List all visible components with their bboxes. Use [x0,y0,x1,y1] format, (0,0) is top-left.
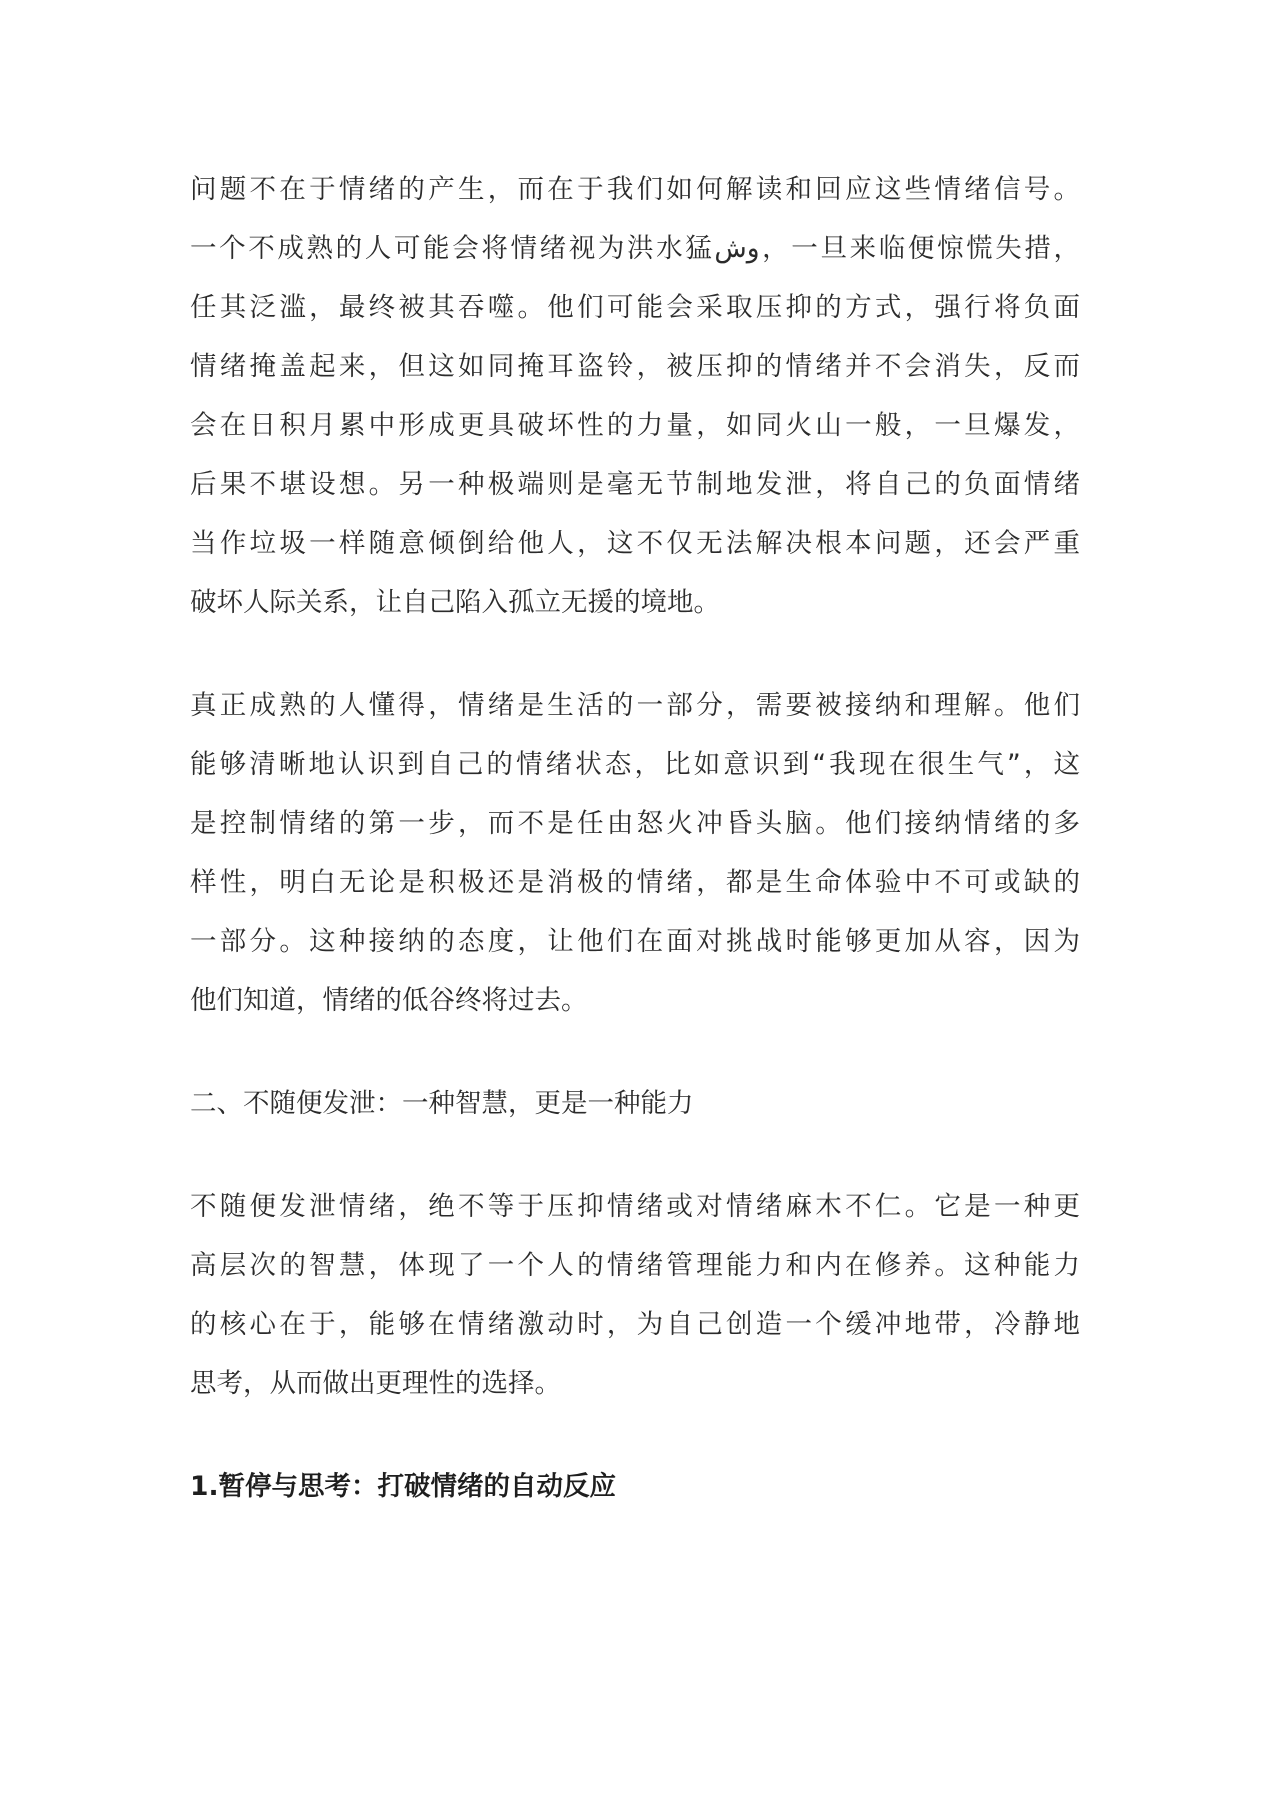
paragraph-spacer [190,1133,1080,1177]
paragraph-line: 思考，从而做出更理性的选择。 [190,1368,561,1399]
paragraph-line: 会在日积月累中形成更具破坏性的力量，如同火山一般，一旦爆发， [190,410,1080,441]
paragraph-line: 能够清晰地认识到自己的情绪状态，比如意识到“我现在很生气”，这 [190,749,1080,780]
paragraph-line: 情绪掩盖起来，但这如同掩耳盗铃，被压抑的情绪并不会消失，反而 [190,351,1080,382]
paragraph-line: 后果不堪设想。另一种极端则是毫无节制地发泄，将自己的负面情绪 [190,469,1080,500]
paragraph-spacer [190,1030,1080,1074]
paragraph-emotion-response [190,160,1080,632]
sub-heading: 1.暂停与思考：打破情绪的自动反应 [190,1471,617,1502]
paragraph-line: 他们知道，情绪的低谷终将过去。 [190,985,588,1016]
paragraph-line: 是控制情绪的第一步，而不是任由怒火冲昏头脑。他们接纳情绪的多 [190,808,1080,839]
paragraph-line: 任其泛滥，最终被其吞噬。他们可能会采取压抑的方式，强行将负面 [190,292,1080,323]
paragraph-line: 高层次的智慧，体现了一个人的情绪管理能力和内在修养。这种能力 [190,1250,1080,1281]
paragraph-line: 真正成熟的人懂得，情绪是生活的一部分，需要被接纳和理解。他们 [190,690,1080,721]
section-heading: 二、不随便发泄：一种智慧，更是一种能力 [190,1088,694,1119]
paragraph-line: 的核心在于，能够在情绪激动时，为自己创造一个缓冲地带，冷静地 [190,1309,1080,1340]
paragraph-line: 一个不成熟的人可能会将情绪视为洪水猛وش，一旦来临便惊慌失措， [190,233,1080,264]
paragraph-line: 一部分。这种接纳的态度，让他们在面对挑战时能够更加从容，因为 [190,926,1080,957]
document-body [190,160,1080,1516]
paragraph-not-venting [190,1177,1080,1413]
paragraph-mature-acceptance [190,676,1080,1030]
paragraph-spacer [190,632,1080,676]
paragraph-line: 不随便发泄情绪，绝不等于压抑情绪或对情绪麻木不仁。它是一种更 [190,1191,1080,1222]
paragraph-line: 当作垃圾一样随意倾倒给他人，这不仅无法解决根本问题，还会严重 [190,528,1080,559]
paragraph-line: 破坏人际关系，让自己陷入孤立无援的境地。 [190,587,720,618]
paragraph-spacer [190,1413,1080,1457]
paragraph-line: 样性，明白无论是积极还是消极的情绪，都是生命体验中不可或缺的 [190,867,1080,898]
paragraph-line: 问题不在于情绪的产生，而在于我们如何解读和回应这些情绪信号。 [190,174,1080,205]
